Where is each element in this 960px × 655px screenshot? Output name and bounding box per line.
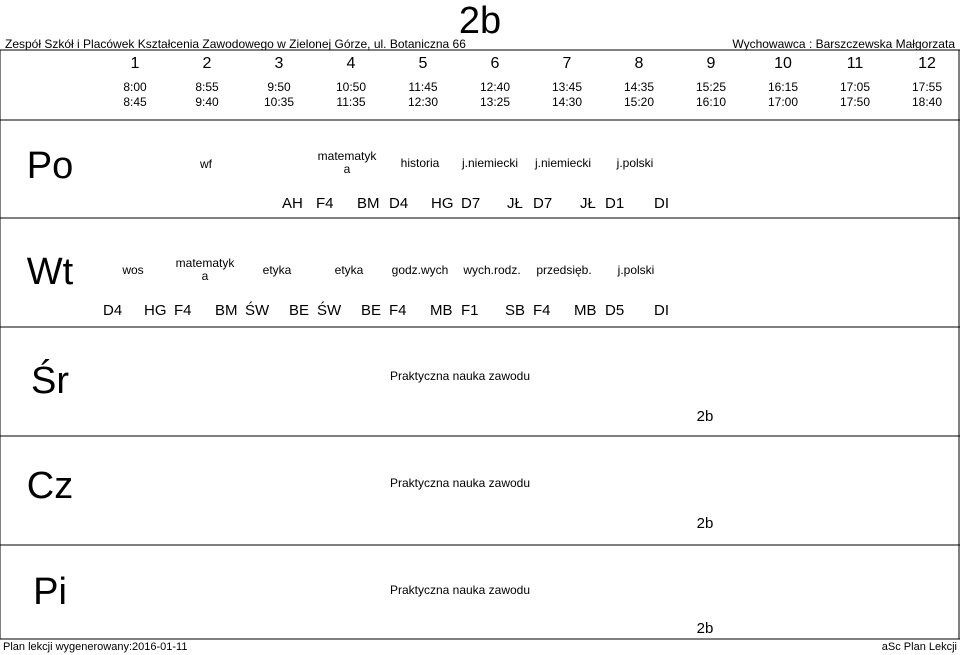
period-end: 17:50 xyxy=(839,95,871,109)
period-number: 12 xyxy=(918,55,936,72)
lesson-teacher: JŁ xyxy=(580,195,596,212)
software-credit: aSc Plan Lekcji xyxy=(881,641,957,653)
lesson-teacher: HG xyxy=(431,195,454,212)
period-end: 10:35 xyxy=(263,95,295,109)
day-label: Pi xyxy=(33,571,67,613)
period-number: 7 xyxy=(562,55,572,72)
period-end: 17:00 xyxy=(767,95,799,109)
period-start: 17:05 xyxy=(839,80,871,94)
lesson-room: F4 xyxy=(389,302,407,319)
lesson-subject: Praktyczna nauka zawodu xyxy=(389,476,531,490)
lesson-subject: wf xyxy=(200,157,212,171)
period-start: 15:25 xyxy=(695,80,727,94)
period-number: 1 xyxy=(130,55,140,72)
lesson-subject: j.polski xyxy=(617,263,655,277)
school-name: Zespół Szkół i Placówek Kształcenia Zawodowego w Zielonej Górze, ul. Botaniczna 66 xyxy=(5,37,466,51)
lesson-teacher: BM xyxy=(215,302,238,319)
lesson-subject: etyka xyxy=(262,263,292,277)
lesson-room: D5 xyxy=(605,302,625,319)
period-end: 14:30 xyxy=(551,95,583,109)
period-end: 11:35 xyxy=(336,95,366,109)
period-number: 11 xyxy=(846,55,864,72)
period-start: 17:55 xyxy=(911,80,943,94)
period-end: 8:45 xyxy=(123,95,147,109)
lesson-teacher: HG xyxy=(144,302,167,319)
period-start: 8:55 xyxy=(195,80,219,94)
period-number: 2 xyxy=(202,55,212,72)
lesson-teacher: AH xyxy=(282,195,303,212)
period-end: 18:40 xyxy=(911,95,943,109)
lesson-subject: j.niemiecki xyxy=(534,156,591,170)
period-number: 3 xyxy=(274,55,284,72)
period-number: 6 xyxy=(490,55,500,72)
day-label: Wt xyxy=(26,251,74,293)
lesson-teacher: BE xyxy=(289,302,310,319)
lesson-subject: historia xyxy=(400,156,440,170)
lesson-room: ŚW xyxy=(245,302,270,319)
period-start: 11:45 xyxy=(408,80,438,94)
lesson-room: F4 xyxy=(174,302,192,319)
day-label: Cz xyxy=(26,465,74,507)
period-end: 9:40 xyxy=(195,95,219,109)
lesson-teacher: BE xyxy=(361,302,382,319)
period-start: 16:15 xyxy=(767,80,799,94)
period-end: 16:10 xyxy=(695,95,727,109)
lesson-subject: a xyxy=(201,269,209,283)
period-end: 13:25 xyxy=(479,95,511,109)
period-start: 8:00 xyxy=(123,80,147,94)
period-start: 9:50 xyxy=(267,80,291,94)
lesson-room: ŚW xyxy=(317,302,342,319)
period-number: 5 xyxy=(418,55,428,72)
lesson-subject: Praktyczna nauka zawodu xyxy=(389,583,531,597)
lesson-room: D1 xyxy=(605,195,625,212)
lesson-teacher: MB xyxy=(430,302,453,319)
lesson-subject: przedsięb. xyxy=(536,263,592,277)
lesson-teacher: DI xyxy=(654,195,669,212)
lesson-subject: wos xyxy=(122,263,144,277)
lesson-subject: matematyk xyxy=(175,256,235,270)
lesson-room: F4 xyxy=(316,195,334,212)
lesson-room: F1 xyxy=(461,302,479,319)
period-start: 13:45 xyxy=(551,80,583,94)
lesson-teacher: SB xyxy=(505,302,526,319)
lesson-subject: matematyk xyxy=(317,149,377,163)
lesson-room: D7 xyxy=(461,195,481,212)
lesson-room: D4 xyxy=(389,195,409,212)
period-end: 12:30 xyxy=(407,95,439,109)
lesson-subject: a xyxy=(343,162,351,176)
period-end: 15:20 xyxy=(623,95,655,109)
lesson-teacher: JŁ xyxy=(507,195,523,212)
lesson-group: 2b xyxy=(696,408,714,425)
generated-date: Plan lekcji wygenerowany:2016-01-11 xyxy=(3,641,188,653)
lesson-group: 2b xyxy=(696,515,714,532)
lesson-subject: wych.rodz. xyxy=(463,263,521,277)
page-title: 2b xyxy=(458,0,502,42)
period-number: 4 xyxy=(346,55,356,72)
lesson-teacher: DI xyxy=(654,302,669,319)
lesson-room: F4 xyxy=(533,302,551,319)
lesson-group: 2b xyxy=(696,620,714,637)
lesson-subject: j.polski xyxy=(616,156,654,170)
lesson-room: D4 xyxy=(103,302,123,319)
period-number: 8 xyxy=(634,55,644,72)
day-label: Po xyxy=(26,145,74,187)
period-number: 9 xyxy=(706,55,716,72)
lesson-subject: Praktyczna nauka zawodu xyxy=(389,369,531,383)
period-start: 14:35 xyxy=(623,80,655,94)
period-number: 10 xyxy=(774,55,792,72)
lesson-subject: j.niemiecki xyxy=(461,156,518,170)
day-label: Śr xyxy=(31,360,69,402)
lesson-subject: etyka xyxy=(334,263,364,277)
lesson-subject: godz.wych xyxy=(391,263,449,277)
homeroom-teacher: Wychowawca : Barszczewska Małgorzata xyxy=(732,37,955,51)
period-start: 10:50 xyxy=(335,80,367,94)
lesson-teacher: BM xyxy=(357,195,380,212)
period-start: 12:40 xyxy=(479,80,511,94)
lesson-room: D7 xyxy=(533,195,553,212)
lesson-teacher: MB xyxy=(574,302,597,319)
